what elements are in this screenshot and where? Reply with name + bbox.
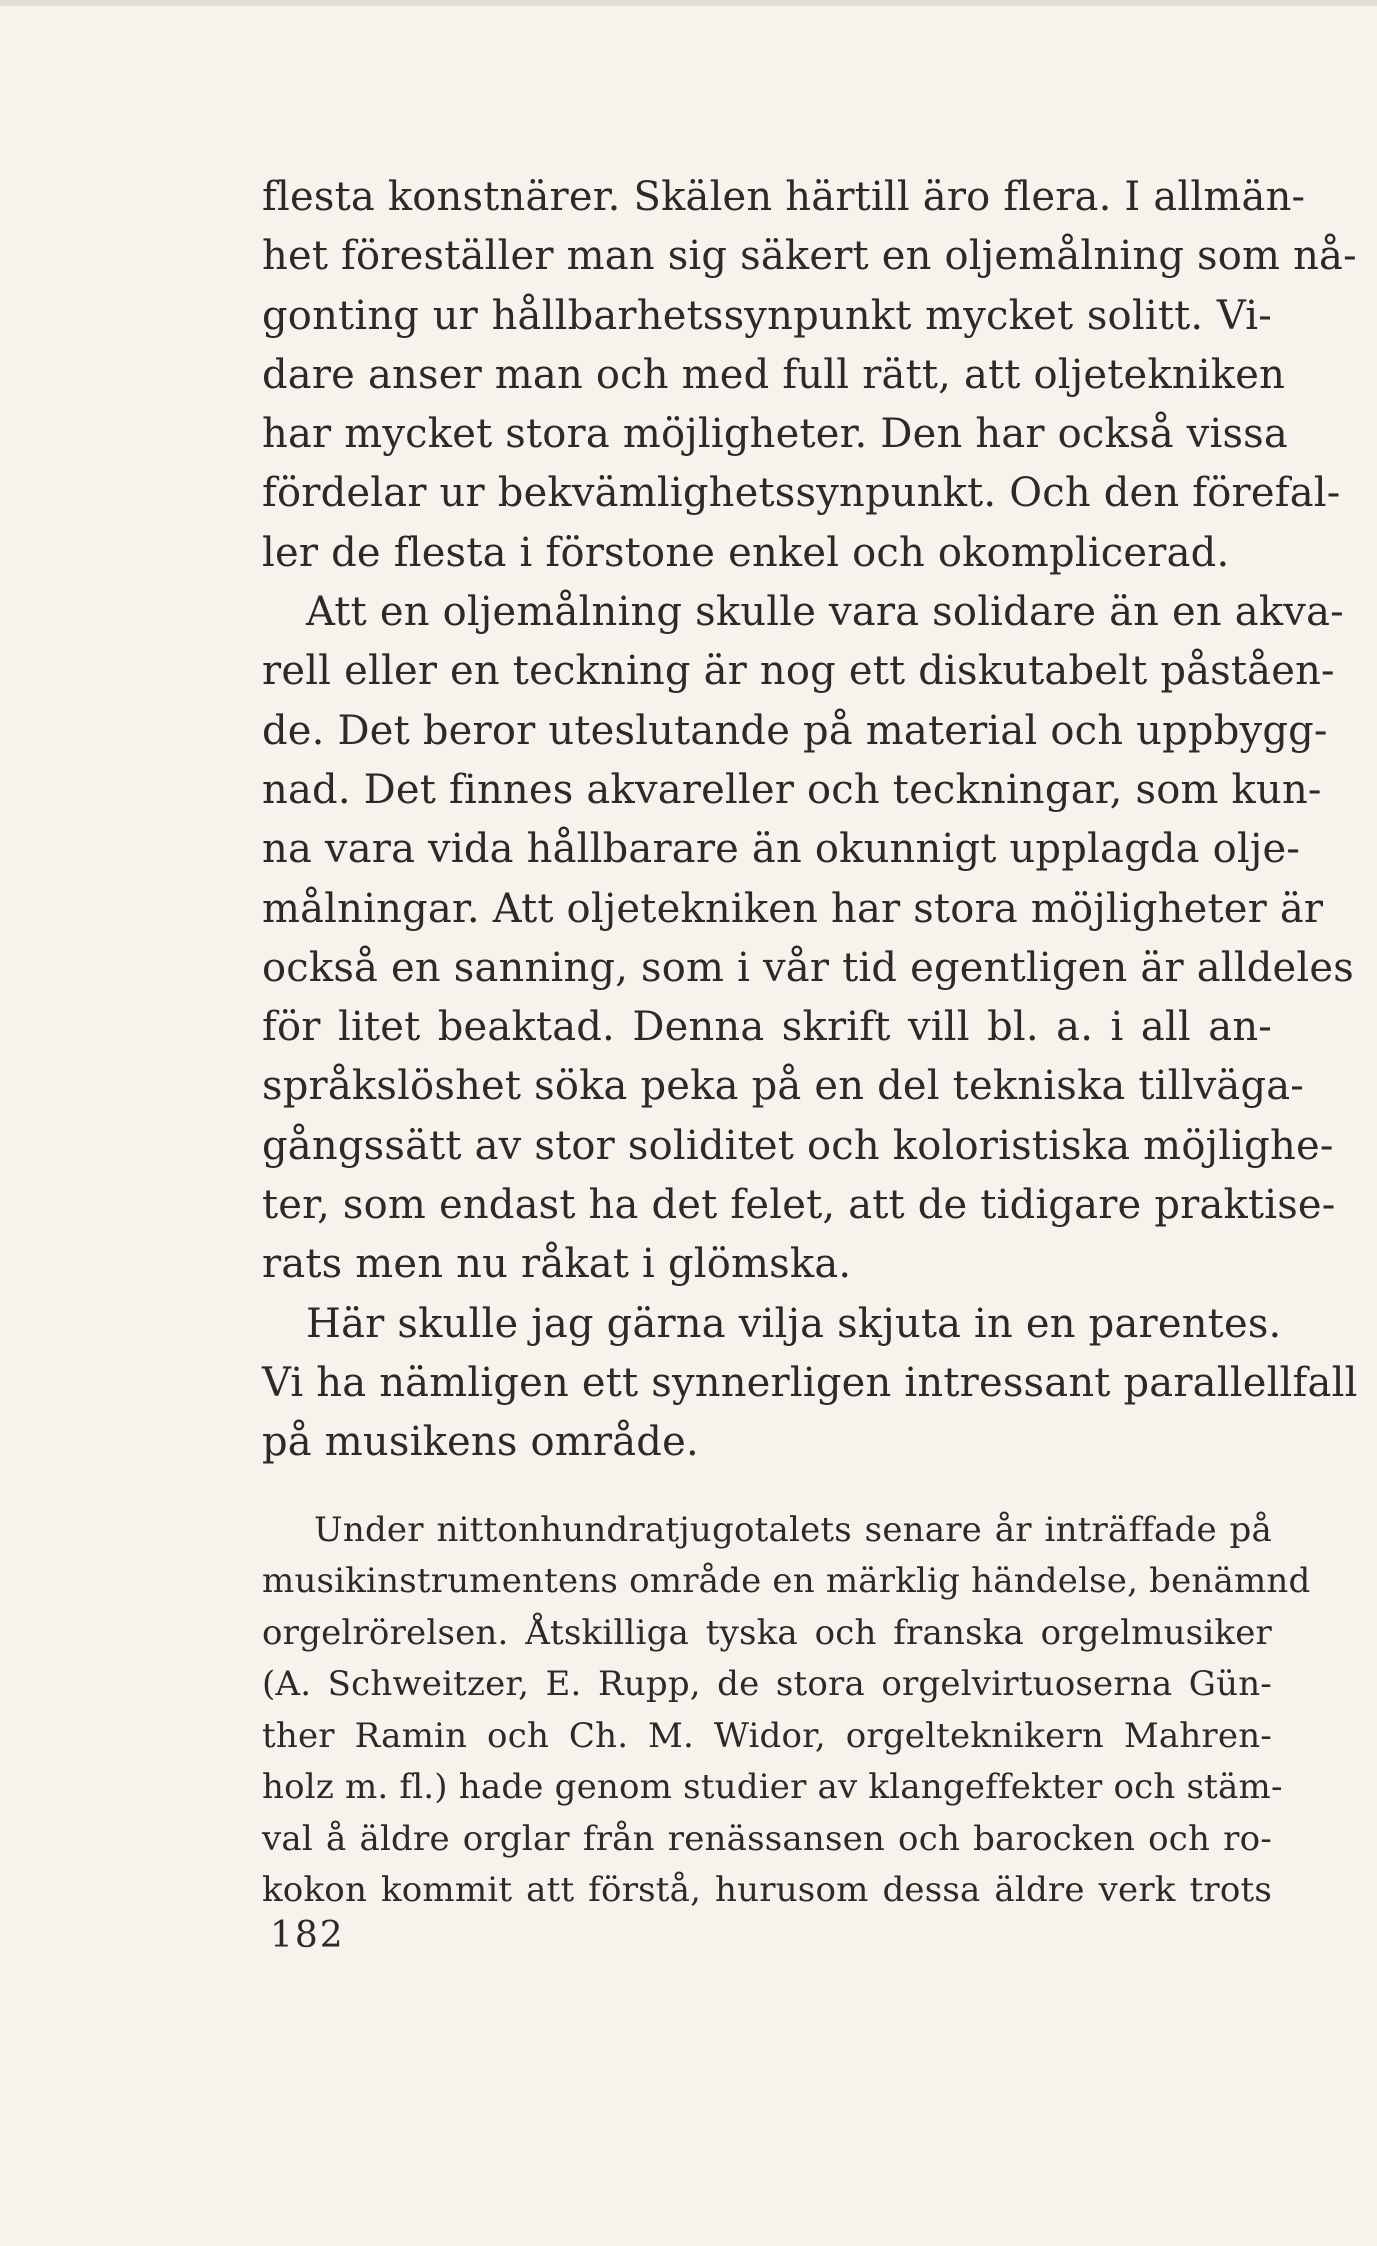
- text-line: Att en oljemålning skulle vara solidare än en akva-: [306, 589, 1344, 636]
- text-line: ther Ramin och Ch. M. Widor, orgelteknikern Mahren-: [262, 1715, 1272, 1756]
- text-line: ter, som endast ha det felet, att de tidigare praktise-: [262, 1182, 1336, 1229]
- text-line: också en sanning, som i vår tid egentligen är alldeles: [262, 944, 1354, 991]
- text-line: har mycket stora möjligheter. Den har också vissa: [262, 411, 1288, 458]
- text-line: nad. Det finnes akvareller och teckningar, som kun-: [262, 766, 1322, 813]
- text-line: rell eller en teckning är nog ett diskutabelt påståen-: [262, 648, 1335, 695]
- text-line: kokon kommit att förstå, hurusom dessa äldre verk trots: [262, 1870, 1272, 1911]
- text-line: het föreställer man sig säkert en oljemålning som nå-: [262, 233, 1357, 280]
- small-print-paragraph: [262, 1505, 1311, 1917]
- text-line: språkslöshet söka peka på en del tekniska tillväga-: [262, 1063, 1305, 1110]
- text-line: på musikens område.: [262, 1419, 699, 1466]
- paragraph-2: [262, 583, 1354, 1295]
- text-line: val å äldre orglar från renässansen och barocken och ro-: [262, 1818, 1272, 1859]
- text-line: de. Det beror uteslutande på material och uppbygg-: [262, 707, 1328, 754]
- text-line: flesta konstnärer. Skälen härtill äro flera. I allmän-: [262, 174, 1306, 220]
- text-line: rats men nu råkat i glömska.: [262, 1241, 852, 1288]
- text-line: gonting ur hållbarhetssynpunkt mycket solitt. Vi-: [262, 292, 1272, 339]
- text-line: Vi ha nämligen ett synnerligen intressant parallellfall: [262, 1359, 1358, 1406]
- text-line: Här skulle jag gärna vilja skjuta in en parentes.: [306, 1300, 1282, 1347]
- text-line: målningar. Att oljetekniken har stora möjligheter är: [262, 885, 1324, 932]
- paragraph-1: [262, 168, 1357, 583]
- text-line: Under nittonhundratjugotalets senare år inträffade på: [314, 1509, 1272, 1550]
- text-line: ler de flesta i förstone enkel och okomplicerad.: [262, 529, 1230, 576]
- body-text: [262, 168, 1358, 1917]
- paragraph-3: [262, 1295, 1358, 1473]
- text-line: för litet beaktad. Denna skrift vill bl. a. i all an-: [262, 1004, 1272, 1051]
- text-line: na vara vida hållbarare än okunnigt upplagda olje-: [262, 826, 1301, 873]
- text-line: dare anser man och med full rätt, att oljetekniken: [262, 351, 1286, 398]
- text-line: orgelrörelsen. Åtskilliga tyska och franska orgelmusiker: [262, 1612, 1272, 1653]
- text-line: musikinstrumentens område en märklig händelse, benämnd: [262, 1561, 1311, 1602]
- page-number: 182: [270, 1915, 345, 1956]
- text-line: holz m. fl.) hade genom studier av klangeffekter och stäm-: [262, 1767, 1283, 1808]
- page-top-edge: [0, 0, 1377, 6]
- text-line: (A. Schweitzer, E. Rupp, de stora orgelvirtuoserna Gün-: [262, 1664, 1272, 1705]
- text-line: gångssätt av stor soliditet och koloristiska möjlighe-: [262, 1122, 1334, 1169]
- text-line: fördelar ur bekvämlighetssynpunkt. Och den förefal-: [262, 470, 1341, 517]
